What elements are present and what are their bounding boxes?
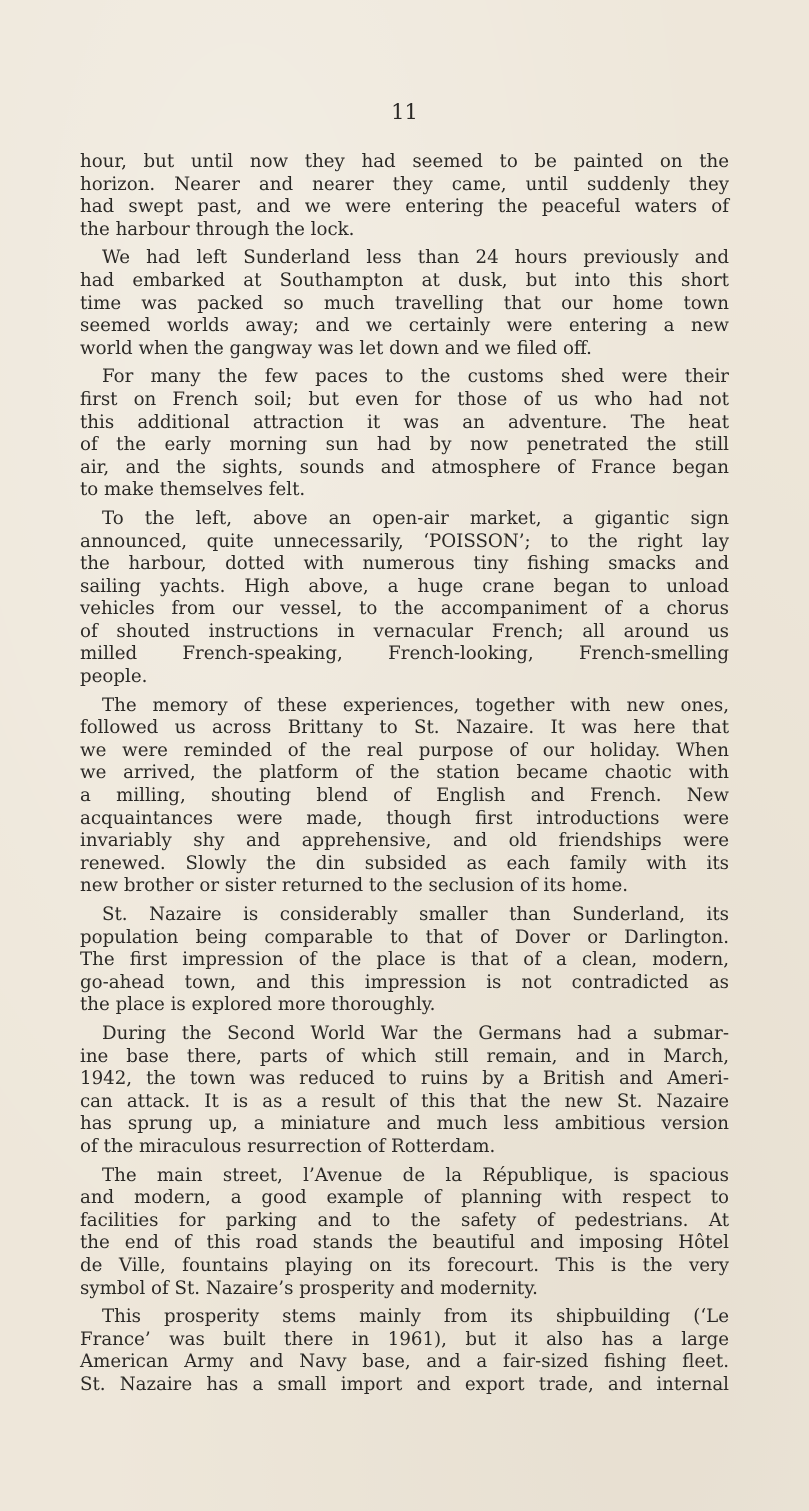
text-line: symbol of St. Nazaire’s prosperity and modernity. — [80, 1277, 538, 1299]
paragraph — [80, 904, 729, 1017]
text-line: has sprung up, a miniature and much less ambitious version — [80, 1113, 729, 1135]
text-line: of shouted instructions in vernacular French; all around us — [80, 620, 729, 642]
text-line: followed us across Brittany to St. Nazaire. It was here that — [80, 717, 729, 739]
text-line: invariably shy and apprehensive, and old friendships were — [80, 830, 729, 852]
paragraph — [80, 1306, 729, 1396]
text-line: For many the few paces to the customs shed were their — [102, 366, 729, 388]
text-line: To the left, above an open-air market, a gigantic sign — [102, 507, 729, 529]
text-line: The first impression of the place is that of a clean, modern, — [80, 949, 729, 971]
paragraph — [80, 247, 729, 360]
text-line: seemed worlds away; and we certainly were entering a new — [80, 315, 729, 337]
text-line: announced, quite unnecessarily, ‘POISSON’; to the right lay — [80, 530, 729, 552]
page-number: 11 — [391, 100, 418, 124]
text-line: This prosperity stems mainly from its shipbuilding (‘Le — [102, 1306, 729, 1328]
paragraph — [80, 366, 729, 502]
text-line: horizon. Nearer and nearer they came, until suddenly they — [80, 173, 729, 195]
text-line: sailing yachts. High above, a huge crane began to unload — [80, 575, 729, 597]
text-line: The main street, l’Avenue de la République, is spacious — [102, 1164, 729, 1186]
text-line: the harbour through the lock. — [80, 218, 355, 240]
text-line: we were reminded of the real purpose of our holiday. When — [80, 739, 729, 761]
text-line: vehicles from our vessel, to the accompaniment of a chorus — [80, 598, 729, 620]
text-line: the harbour, dotted with numerous tiny fishing smacks and — [80, 553, 729, 575]
text-line: people. — [80, 666, 148, 688]
paragraph — [80, 508, 729, 689]
paragraph — [80, 1023, 729, 1159]
text-line: We had left Sunderland less than 24 hours previously and — [102, 247, 729, 269]
text-line: acquaintances were made, though first introductions were — [80, 807, 729, 829]
paragraph — [80, 151, 729, 241]
text-line: St. Nazaire is considerably smaller than Sunderland, its — [102, 904, 729, 925]
paragraph — [80, 695, 729, 898]
text-line: we arrived, the platform of the station became chaotic with — [80, 762, 729, 784]
text-line: facilities for parking and to the safety of pedestrians. At — [80, 1209, 729, 1231]
text-line: The memory of these experiences, together with new ones, — [102, 694, 729, 716]
text-line: de Ville, fountains playing on its forecourt. This is the very — [80, 1254, 729, 1276]
text-line: During the Second World War the Germans had a submar- — [102, 1022, 729, 1044]
text-line: American Army and Navy base, and a fair-sized fishing fleet. — [80, 1351, 729, 1373]
text-line: of the early morning sun had by now penetrated the still — [80, 434, 729, 456]
text-line: France’ was built there in 1961), but it also has a large — [80, 1328, 729, 1350]
text-line: 1942, the town was reduced to ruins by a British and Ameri- — [80, 1068, 729, 1090]
body-text — [80, 151, 729, 1402]
text-line: to make themselves felt. — [80, 479, 306, 501]
text-line: go-ahead town, and this impression is not contradicted as — [80, 971, 729, 993]
text-line: renewed. Slowly the din subsided as each family with its — [80, 852, 729, 874]
text-line: world when the gangway was let down and we filed off. — [80, 337, 592, 359]
text-line: population being comparable to that of Dover or Darlington. — [80, 926, 729, 948]
text-line: St. Nazaire has a small import and export trade, and internal — [80, 1373, 729, 1395]
text-line: a milling, shouting blend of English and French. New — [80, 785, 729, 807]
text-line: this additional attraction it was an adventure. The heat — [80, 411, 729, 433]
text-line: first on French soil; but even for those of us who had not — [80, 388, 729, 410]
text-line: had swept past, and we were entering the peaceful waters of — [80, 196, 729, 218]
text-line: new brother or sister returned to the seclusion of its home. — [80, 875, 629, 897]
text-line: and modern, a good example of planning with respect to — [80, 1187, 729, 1209]
paragraph — [80, 1165, 729, 1301]
text-line: had embarked at Southampton at dusk, but into this short — [80, 269, 729, 291]
text-line: the place is explored more thoroughly. — [80, 994, 436, 1016]
text-line: time was packed so much travelling that our home town — [80, 292, 729, 314]
text-line: air, and the sights, sounds and atmosphere of France began — [80, 456, 729, 478]
text-line: ine base there, parts of which still remain, and in March, — [80, 1045, 729, 1067]
text-line: hour, but until now they had seemed to be painted on the — [80, 151, 729, 172]
text-line: can attack. It is as a result of this that the new St. Nazaire — [80, 1090, 729, 1112]
text-line: of the miraculous resurrection of Rotterdam. — [80, 1135, 496, 1157]
text-line: milled French-speaking, French-looking, French-smelling — [80, 643, 729, 665]
text-line: the end of this road stands the beautiful and imposing Hôtel — [80, 1232, 729, 1254]
